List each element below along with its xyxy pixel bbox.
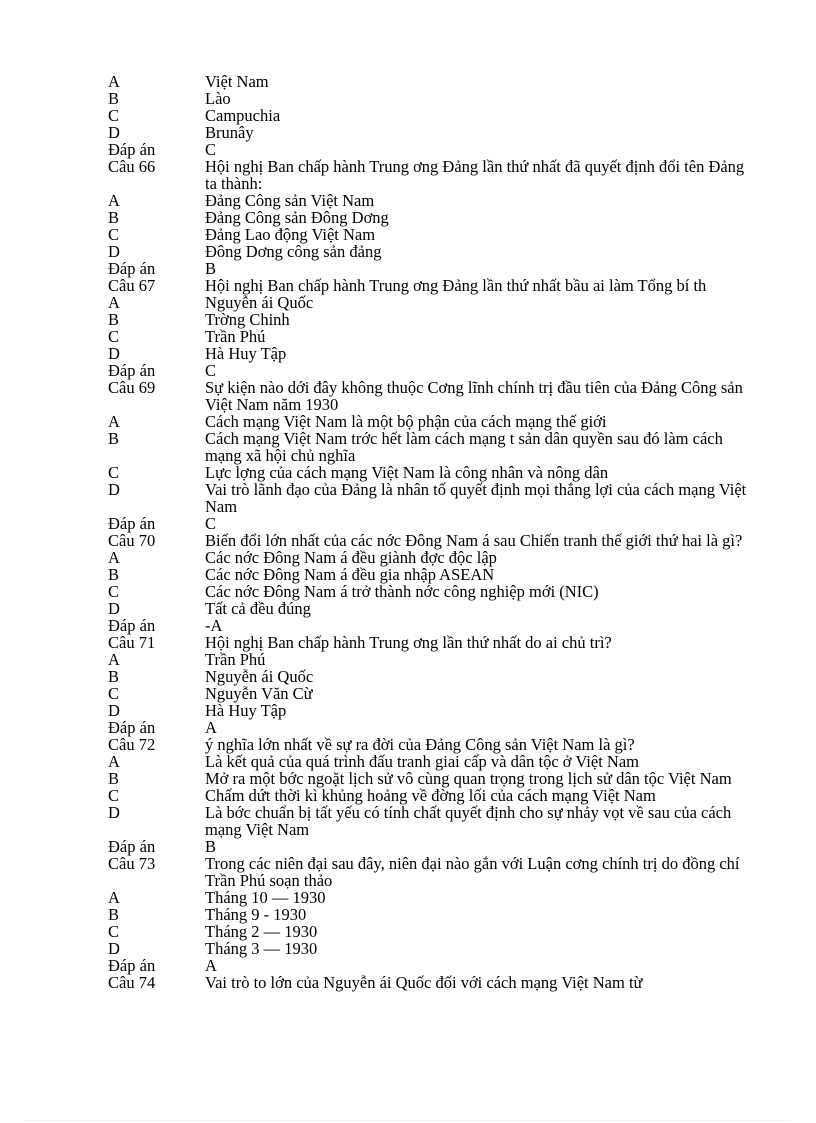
row-label: C xyxy=(108,786,120,805)
row-label: A xyxy=(108,888,120,907)
row-text: Đảng Lao động Việt Nam xyxy=(205,225,376,244)
row-label: C xyxy=(108,106,120,125)
quiz-row xyxy=(108,90,748,107)
row-label: Câu 72 xyxy=(108,735,156,754)
row-text: Trong các niên đại sau đây, niên đại nào gắn với Luận cơng chính trị do đồng chí Trần Phú soạn thảo xyxy=(205,854,740,890)
row-text: Đông Dơng công sản đảng xyxy=(205,242,382,261)
quiz-row xyxy=(108,770,748,787)
quiz-row xyxy=(108,787,748,804)
row-label: A xyxy=(108,650,120,669)
quiz-row xyxy=(108,889,748,906)
row-text: Trờng Chinh xyxy=(205,310,290,329)
quiz-row xyxy=(108,600,748,617)
row-label: B xyxy=(108,769,120,788)
quiz-row xyxy=(108,923,748,940)
quiz-row xyxy=(108,719,748,736)
row-label: D xyxy=(108,803,120,822)
quiz-row xyxy=(108,192,748,209)
row-text: Lào xyxy=(205,89,231,108)
quiz-row xyxy=(108,634,748,651)
quiz-row xyxy=(108,226,748,243)
row-label: B xyxy=(108,310,120,329)
row-label: C xyxy=(108,463,120,482)
row-text: Các nớc Đông Nam á đều giành đợc độc lập xyxy=(205,548,497,567)
row-label: A xyxy=(108,412,120,431)
row-label: C xyxy=(108,684,120,703)
quiz-row xyxy=(108,617,748,634)
row-text: B xyxy=(205,259,217,278)
row-text: Tất cả đều đúng xyxy=(205,599,311,618)
quiz-row xyxy=(108,430,748,464)
row-text: C xyxy=(205,140,217,159)
quiz-row xyxy=(108,107,748,124)
row-label: A xyxy=(108,293,120,312)
row-label: A xyxy=(108,548,120,567)
quiz-row xyxy=(108,328,748,345)
quiz-row xyxy=(108,158,748,192)
row-text: Là kết quả của quá trình đấu tranh giai cấp và dân tộc ở Việt Nam xyxy=(205,752,639,771)
quiz-row xyxy=(108,345,748,362)
quiz-row xyxy=(108,277,748,294)
row-label: D xyxy=(108,480,120,499)
row-text: Hội nghị Ban chấp hành Trung ơng Đảng lần thứ nhất bầu ai làm Tổng bí th xyxy=(205,276,707,295)
row-label: D xyxy=(108,701,120,720)
row-label: B xyxy=(108,667,120,686)
quiz-row xyxy=(108,838,748,855)
row-text: Sự kiện nào dới đây không thuộc Cơng lĩnh chính trị đầu tiên của Đảng Công sản Việt Nam năm 1930 xyxy=(205,378,743,414)
row-label: Câu 67 xyxy=(108,276,156,295)
row-text: Campuchia xyxy=(205,106,281,125)
row-label: A xyxy=(108,752,120,771)
row-text: Vai trò lãnh đạo của Đảng là nhân tố quyết định mọi thắng lợi của cách mạng Việt Nam xyxy=(205,480,747,516)
row-text: Vai trò to lớn của Nguyễn ái Quốc đối với cách mạng Việt Nam từ xyxy=(205,973,643,992)
row-text: Trần Phú xyxy=(205,650,266,669)
row-label: B xyxy=(108,208,120,227)
quiz-row xyxy=(108,906,748,923)
row-label: B xyxy=(108,565,120,584)
row-label: Câu 73 xyxy=(108,854,156,873)
row-label: Câu 71 xyxy=(108,633,156,652)
quiz-row xyxy=(108,311,748,328)
quiz-row xyxy=(108,260,748,277)
quiz-row xyxy=(108,515,748,532)
page-bottom-divider xyxy=(26,1120,790,1121)
quiz-row xyxy=(108,940,748,957)
row-label: D xyxy=(108,242,120,261)
quiz-row xyxy=(108,668,748,685)
quiz-row xyxy=(108,124,748,141)
row-text: Tháng 9 - 1930 xyxy=(205,905,307,924)
row-label: Câu 69 xyxy=(108,378,156,397)
row-label: Đáp án xyxy=(108,718,156,737)
row-text: Nguyễn ái Quốc xyxy=(205,667,314,686)
row-text: Các nớc Đông Nam á đều gia nhập ASEAN xyxy=(205,565,495,584)
row-text: Biến đổi lớn nhất của các nớc Đông Nam á sau Chiến tranh thế giới thứ hai là gì? xyxy=(205,531,743,550)
row-label: B xyxy=(108,905,120,924)
quiz-row xyxy=(108,413,748,430)
row-text: Trần Phú xyxy=(205,327,266,346)
row-label: C xyxy=(108,922,120,941)
quiz-row xyxy=(108,804,748,838)
row-label: C xyxy=(108,327,120,346)
row-text: A xyxy=(205,718,217,737)
row-label: C xyxy=(108,582,120,601)
quiz-row xyxy=(108,141,748,158)
quiz-row xyxy=(108,855,748,889)
row-text: C xyxy=(205,514,217,533)
row-label: Câu 66 xyxy=(108,157,156,176)
row-label: C xyxy=(108,225,120,244)
quiz-row xyxy=(108,583,748,600)
row-label: Câu 74 xyxy=(108,973,156,992)
row-text: Cách mạng Việt Nam là một bộ phận của cách mạng thế giới xyxy=(205,412,607,431)
row-label: B xyxy=(108,89,120,108)
quiz-row xyxy=(108,362,748,379)
quiz-row xyxy=(108,566,748,583)
row-text: Hội nghị Ban chấp hành Trung ơng lần thứ nhất do ai chủ trì? xyxy=(205,633,612,652)
row-label: Câu 70 xyxy=(108,531,156,550)
row-text: Mở ra một bớc ngoặt lịch sử vô cùng quan trọng trong lịch sử dân tộc Việt Nam xyxy=(205,769,732,788)
quiz-row xyxy=(108,736,748,753)
quiz-row xyxy=(108,651,748,668)
quiz-row xyxy=(108,753,748,770)
quiz-row xyxy=(108,549,748,566)
row-label: Đáp án xyxy=(108,514,156,533)
row-text: Hà Huy Tập xyxy=(205,701,287,720)
quiz-row xyxy=(108,209,748,226)
document-body xyxy=(108,73,748,991)
quiz-row xyxy=(108,481,748,515)
row-text: ý nghĩa lớn nhất về sự ra đời của Đảng Công sản Việt Nam là gì? xyxy=(205,735,635,754)
row-text: Nguyễn Văn Cừ xyxy=(205,684,313,703)
row-text: Tháng 2 — 1930 xyxy=(205,922,318,941)
row-text: Brunây xyxy=(205,123,254,142)
row-text: Nguyễn ái Quốc xyxy=(205,293,314,312)
row-text: B xyxy=(205,837,217,856)
row-text: Tháng 3 — 1930 xyxy=(205,939,318,958)
row-text: Tháng 10 — 1930 xyxy=(205,888,326,907)
row-label: D xyxy=(108,344,120,363)
row-label: Đáp án xyxy=(108,140,156,159)
quiz-row xyxy=(108,685,748,702)
row-text: A xyxy=(205,956,217,975)
row-text: Hội nghị Ban chấp hành Trung ơng Đảng lần thứ nhất đã quyết định đổi tên Đảng ta thành: xyxy=(205,157,745,193)
row-label: D xyxy=(108,123,120,142)
quiz-row xyxy=(108,243,748,260)
row-text: Các nớc Đông Nam á trở thành nớc công nghiệp mới (NIC) xyxy=(205,582,599,601)
quiz-row xyxy=(108,73,748,90)
row-text: Đảng Công sản Việt Nam xyxy=(205,191,375,210)
quiz-row xyxy=(108,532,748,549)
row-text: C xyxy=(205,361,217,380)
row-text: Đảng Công sản Đông Dơng xyxy=(205,208,389,227)
quiz-row xyxy=(108,464,748,481)
row-text: Việt Nam xyxy=(205,72,269,91)
row-label: A xyxy=(108,191,120,210)
row-text: Cách mạng Việt Nam trớc hết làm cách mạng t sản dân quyền sau đó làm cách mạng xã hội chủ nghĩa xyxy=(205,429,723,465)
row-text: Là bớc chuẩn bị tất yếu có tính chất quyết định cho sự nhảy vọt về sau của cách mạng Việt Nam xyxy=(205,803,732,839)
row-label: Đáp án xyxy=(108,616,156,635)
row-label: D xyxy=(108,939,120,958)
row-label: Đáp án xyxy=(108,259,156,278)
row-text: Lực lợng của cách mạng Việt Nam là công nhân và nông dân xyxy=(205,463,609,482)
row-label: Đáp án xyxy=(108,837,156,856)
row-text: Hà Huy Tập xyxy=(205,344,287,363)
row-label: B xyxy=(108,429,120,448)
quiz-row xyxy=(108,379,748,413)
row-label: Đáp án xyxy=(108,956,156,975)
quiz-row xyxy=(108,702,748,719)
quiz-row xyxy=(108,294,748,311)
quiz-row xyxy=(108,974,748,991)
row-text: Chấm dứt thời kì khủng hoảng về đờng lối của cách mạng Việt Nam xyxy=(205,786,656,805)
row-label: A xyxy=(108,72,120,91)
row-label: D xyxy=(108,599,120,618)
row-text: -A xyxy=(205,616,223,635)
row-label: Đáp án xyxy=(108,361,156,380)
quiz-row xyxy=(108,957,748,974)
